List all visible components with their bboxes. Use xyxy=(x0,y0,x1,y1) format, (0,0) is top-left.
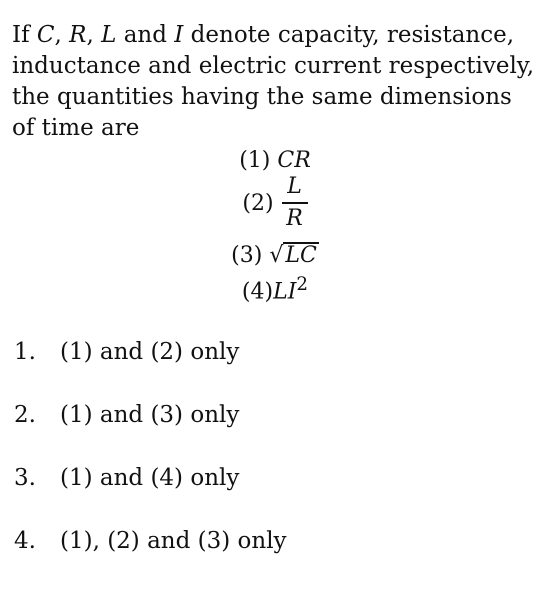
item-4-label: (4) xyxy=(241,279,274,305)
item-1-expression: CR xyxy=(277,148,311,173)
fraction-denominator: R xyxy=(286,206,303,231)
answer-option-1[interactable] xyxy=(14,338,239,366)
item-2-label: (2) xyxy=(242,190,274,216)
math-item-1 xyxy=(0,148,550,173)
item-3-label: (3) xyxy=(231,243,270,268)
fraction-bar xyxy=(282,202,308,204)
fraction xyxy=(282,174,308,232)
separator-2: , xyxy=(86,22,102,48)
item-4-exponent: 2 xyxy=(296,274,309,295)
variable-c: C xyxy=(36,22,55,48)
option-number: 1. xyxy=(14,339,36,365)
question-part3: denote capacity, resistance, inductance and electric current respectively, the quantities having the same dimensions of time are xyxy=(12,22,535,141)
fraction-numerator: L xyxy=(287,174,302,199)
math-item-2 xyxy=(0,174,550,232)
answer-option-3[interactable] xyxy=(14,464,239,492)
square-root xyxy=(269,242,318,268)
option-text: (1) and (4) only xyxy=(60,465,240,491)
item-4-expression: LI xyxy=(273,279,297,305)
variable-i: I xyxy=(174,22,184,48)
question-text xyxy=(12,20,538,144)
question-part2: and xyxy=(116,22,175,48)
question-part1: If xyxy=(12,22,37,48)
answer-option-4[interactable] xyxy=(14,527,287,555)
separator-1: , xyxy=(54,22,70,48)
option-text: (1) and (3) only xyxy=(60,402,240,428)
math-item-4 xyxy=(0,274,550,304)
variable-l: L xyxy=(101,22,117,48)
radical-sign: √ xyxy=(269,243,284,268)
answer-option-2[interactable] xyxy=(14,401,239,429)
option-text: (1), (2) and (3) only xyxy=(60,528,287,554)
option-text: (1) and (2) only xyxy=(60,339,240,365)
option-number: 2. xyxy=(14,402,36,428)
math-item-3 xyxy=(0,242,550,268)
option-number: 3. xyxy=(14,465,36,491)
radicand: LC xyxy=(285,243,317,268)
item-1-label: (1) xyxy=(239,148,278,173)
variable-r: R xyxy=(69,22,87,48)
option-number: 4. xyxy=(14,528,36,554)
